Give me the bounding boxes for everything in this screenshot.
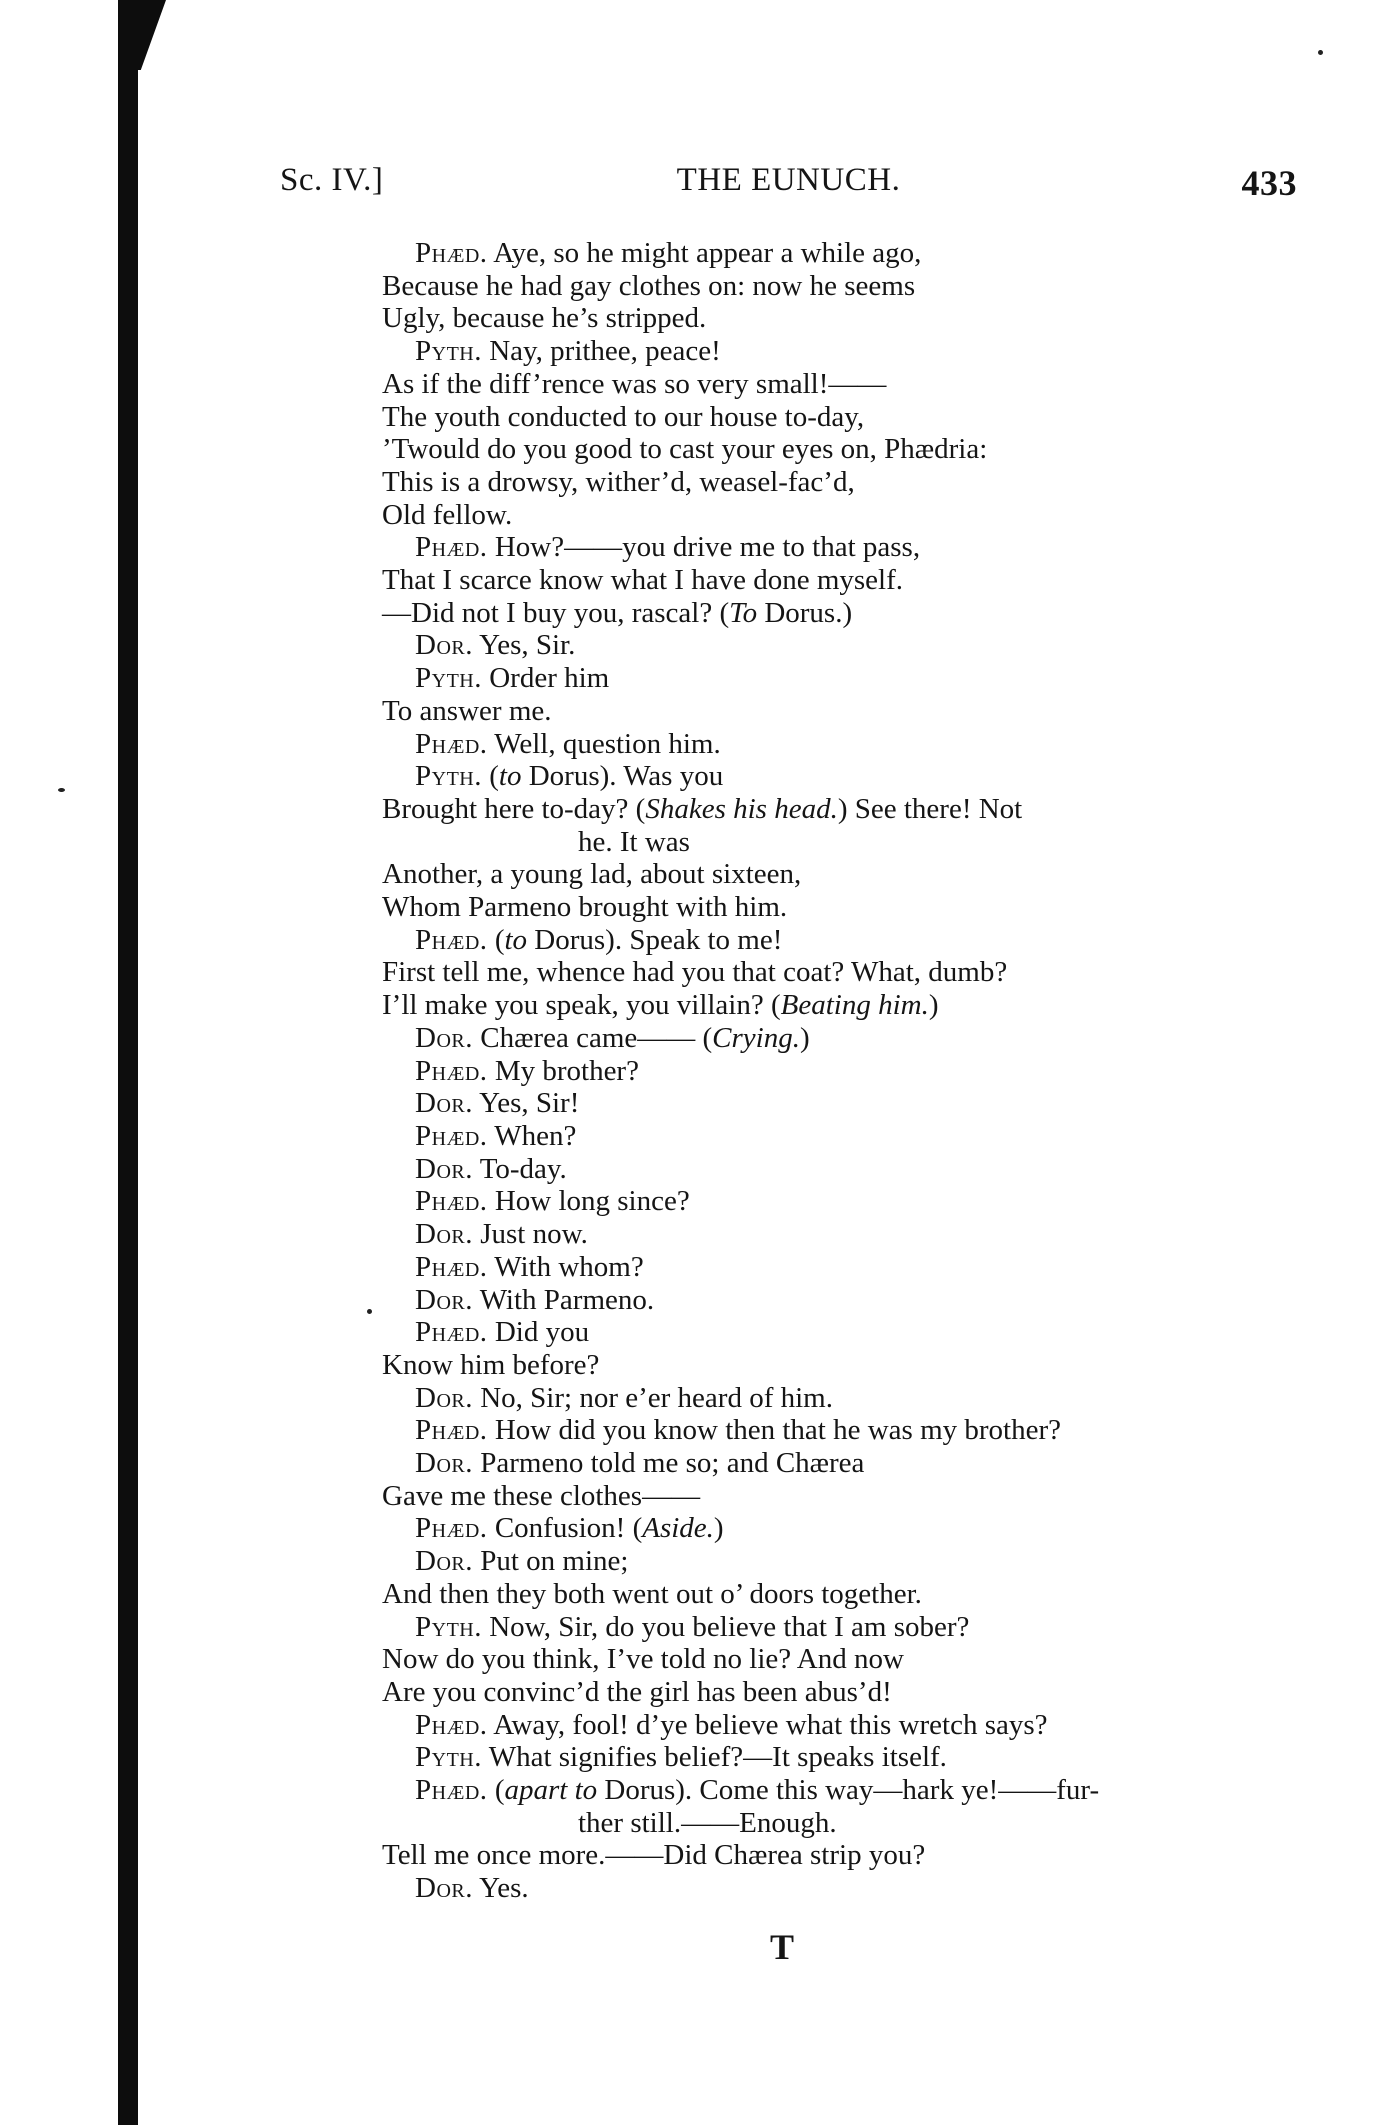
text-line — [382, 695, 1302, 728]
dialogue-text: This is a drowsy, wither’d, weasel-fac’d, — [382, 465, 855, 498]
ink-speck — [58, 788, 65, 792]
dialogue-text: Yes. — [472, 1872, 529, 1905]
dialogue-text: With Parmeno. — [472, 1283, 655, 1316]
text-line — [382, 1055, 1302, 1088]
speaker-name: Dor. — [415, 1872, 473, 1905]
stage-direction: to — [498, 760, 522, 793]
text-line — [382, 499, 1302, 532]
dialogue-text: What signifies belief?—It speaks itself. — [481, 1741, 947, 1774]
dialogue-text: Old fellow. — [382, 498, 513, 531]
stage-direction: Crying. — [712, 1021, 800, 1054]
speaker-name: Dor. — [415, 1021, 473, 1054]
text-line — [382, 1578, 1302, 1611]
dialogue-text: ( — [481, 760, 499, 793]
dialogue-text: Another, a young lad, about sixteen, — [382, 858, 802, 891]
speaker-name: Pyth. — [415, 1610, 482, 1643]
text-line — [382, 1120, 1302, 1153]
binding-gutter — [118, 0, 138, 2125]
dialogue-text: ( — [487, 923, 505, 956]
dialogue-text: Brought here to-day? ( — [382, 792, 646, 825]
text-line — [382, 1218, 1302, 1251]
dialogue-text: Parmeno told me so; and Chærea — [472, 1447, 865, 1480]
text-line — [382, 728, 1302, 761]
speaker-name: Pyth. — [415, 1741, 482, 1774]
text-line — [382, 924, 1302, 957]
dialogue-text: When? — [487, 1119, 577, 1152]
dialogue-text: ) — [713, 1512, 724, 1545]
text-line — [382, 1153, 1302, 1186]
speaker-name: Dor. — [415, 1087, 473, 1120]
dialogue-text: With whom? — [487, 1250, 644, 1283]
dialogue-text: Order him — [481, 662, 610, 695]
speaker-name: Phæd. — [415, 1054, 488, 1087]
dialogue-text: Put on mine; — [472, 1545, 629, 1578]
dialogue-text: Dorus). Speak to me! — [527, 923, 783, 956]
dialogue-text: ’Twould do you good to cast your eyes on, Phædria: — [382, 433, 988, 466]
speaker-name: Dor. — [415, 1283, 473, 1316]
dialogue-text: ) — [799, 1021, 810, 1054]
dialogue-text: Aye, so he might appear a while ago, — [487, 237, 922, 269]
text-line — [382, 629, 1302, 662]
page-number: 433 — [1241, 163, 1297, 203]
dialogue-text: To answer me. — [382, 694, 552, 727]
dialogue-text: That I scarce know what I have done myself. — [382, 564, 903, 597]
text-line — [382, 1676, 1302, 1709]
text-line — [382, 302, 1302, 335]
dialogue-text: —Did not I buy you, rascal? ( — [382, 596, 730, 629]
text-line — [382, 1512, 1302, 1545]
dialogue-text: Well, question him. — [487, 727, 721, 760]
text-line — [382, 1185, 1302, 1218]
stage-direction: Beating him. — [780, 989, 929, 1022]
dialogue-text: How did you know then that he was my brother? — [487, 1414, 1062, 1447]
text-line — [382, 1382, 1302, 1415]
dialogue-text: Ugly, because he’s stripped. — [382, 302, 707, 335]
speaker-name: Dor. — [415, 1152, 473, 1185]
speaker-name: Phæd. — [415, 1414, 488, 1447]
speaker-name: Phæd. — [415, 923, 488, 956]
text-line — [382, 1414, 1302, 1447]
text-line — [382, 956, 1302, 989]
dialogue-text: Dorus). Come this way—hark ye!——fur- — [597, 1774, 1100, 1807]
dialogue-text: As if the diff’rence was so very small!—— — [382, 367, 887, 400]
running-header — [280, 162, 1297, 210]
dialogue-text: Are you convinc’d the girl has been abus’d! — [382, 1675, 892, 1708]
dialogue-text: Now do you think, I’ve told no lie? And now — [382, 1643, 904, 1676]
dialogue-text: Just now. — [472, 1218, 588, 1251]
scene-label: Sc. IV.] — [280, 162, 384, 198]
dialogue-text: Gave me these clothes—— — [382, 1479, 701, 1512]
text-line — [382, 1480, 1302, 1513]
speaker-name: Phæd. — [415, 1512, 488, 1545]
dialogue-text: First tell me, whence had you that coat? What, dumb? — [382, 956, 1008, 989]
dialogue-text: Now, Sir, do you believe that I am sober? — [481, 1610, 970, 1643]
text-line — [382, 1709, 1302, 1742]
stage-direction: to — [504, 923, 528, 956]
speaker-name: Phæd. — [415, 237, 488, 269]
text-line — [382, 597, 1302, 630]
dialogue-text: ) — [928, 989, 939, 1022]
dialogue-text: Whom Parmeno brought with him. — [382, 891, 788, 924]
dialogue-text: I’ll make you speak, you villain? ( — [382, 989, 781, 1022]
dialogue-text: ) See there! Not — [837, 792, 1023, 825]
ink-speck — [1318, 50, 1323, 55]
play-text — [382, 237, 1302, 1905]
speaker-name: Phæd. — [415, 531, 488, 564]
dialogue-text: My brother? — [487, 1054, 639, 1087]
dialogue-text: Dorus.) — [757, 596, 853, 629]
text-line — [382, 1839, 1302, 1872]
signature-mark: T — [770, 1927, 795, 1967]
book-title: THE EUNUCH. — [676, 162, 901, 198]
stage-direction: Shakes his head. — [645, 792, 838, 825]
text-line — [382, 1316, 1302, 1349]
dialogue-text: Dorus). Was you — [521, 760, 724, 793]
text-line — [382, 858, 1302, 891]
text-line — [382, 826, 1302, 859]
stage-direction: To — [729, 596, 758, 629]
text-line — [382, 531, 1302, 564]
dialogue-text: The youth conducted to our house to-day, — [382, 400, 865, 433]
text-line — [382, 466, 1302, 499]
dialogue-text: Yes, Sir. — [472, 629, 576, 662]
text-line — [382, 1611, 1302, 1644]
dialogue-text: Away, fool! d’ye believe what this wretch says? — [487, 1708, 1048, 1741]
text-line — [382, 335, 1302, 368]
dialogue-text: Confusion! ( — [487, 1512, 643, 1545]
binding-gutter-top — [130, 0, 166, 70]
speaker-name: Dor. — [415, 1218, 473, 1251]
text-line — [382, 891, 1302, 924]
speaker-name: Dor. — [415, 1545, 473, 1578]
text-line — [382, 1545, 1302, 1578]
text-line — [382, 401, 1302, 434]
text-line — [382, 433, 1302, 466]
text-line — [382, 237, 1302, 270]
text-line — [382, 793, 1302, 826]
speaker-name: Phæd. — [415, 1185, 488, 1218]
text-line — [382, 270, 1302, 303]
text-line — [382, 1349, 1302, 1382]
ink-speck — [367, 1309, 372, 1314]
dialogue-text: Yes, Sir! — [472, 1087, 580, 1120]
dialogue-text: How?——you drive me to that pass, — [487, 531, 921, 564]
text-line — [382, 1774, 1302, 1807]
text-line — [382, 1022, 1302, 1055]
text-line — [382, 662, 1302, 695]
dialogue-text: To-day. — [472, 1152, 567, 1185]
dialogue-text: Because he had gay clothes on: now he seems — [382, 269, 916, 302]
text-line — [382, 760, 1302, 793]
text-line — [382, 1251, 1302, 1284]
dialogue-text: How long since? — [487, 1185, 690, 1218]
text-line — [382, 989, 1302, 1022]
dialogue-text: he. It was — [578, 825, 690, 858]
stage-direction: apart to — [504, 1774, 598, 1807]
speaker-name: Dor. — [415, 629, 473, 662]
dialogue-text: Tell me once more.——Did Chærea strip you? — [382, 1839, 926, 1872]
speaker-name: Phæd. — [415, 1250, 488, 1283]
dialogue-text: ther still.——Enough. — [578, 1806, 837, 1839]
text-line — [382, 1643, 1302, 1676]
text-line — [382, 1284, 1302, 1317]
dialogue-text: And then they both went out o’ doors together. — [382, 1577, 922, 1610]
dialogue-text: No, Sir; nor e’er heard of him. — [472, 1381, 833, 1414]
dialogue-text: Chærea came—— ( — [472, 1021, 713, 1054]
speaker-name: Pyth. — [415, 335, 482, 368]
text-line — [382, 1087, 1302, 1120]
text-line — [382, 564, 1302, 597]
dialogue-text: Did you — [487, 1316, 590, 1349]
speaker-name: Pyth. — [415, 760, 482, 793]
speaker-name: Dor. — [415, 1447, 473, 1480]
speaker-name: Dor. — [415, 1381, 473, 1414]
speaker-name: Phæd. — [415, 1316, 488, 1349]
speaker-name: Phæd. — [415, 727, 488, 760]
text-line — [382, 1807, 1302, 1840]
speaker-name: Pyth. — [415, 662, 482, 695]
dialogue-text: ( — [487, 1774, 505, 1807]
text-line — [382, 1447, 1302, 1480]
speaker-name: Phæd. — [415, 1708, 488, 1741]
stage-direction: Aside. — [642, 1512, 714, 1545]
speaker-name: Phæd. — [415, 1119, 488, 1152]
dialogue-text: Nay, prithee, peace! — [481, 335, 721, 368]
text-line — [382, 1872, 1302, 1905]
text-line — [382, 368, 1302, 401]
text-line — [382, 1741, 1302, 1774]
speaker-name: Phæd. — [415, 1774, 488, 1807]
dialogue-text: Know him before? — [382, 1348, 600, 1381]
